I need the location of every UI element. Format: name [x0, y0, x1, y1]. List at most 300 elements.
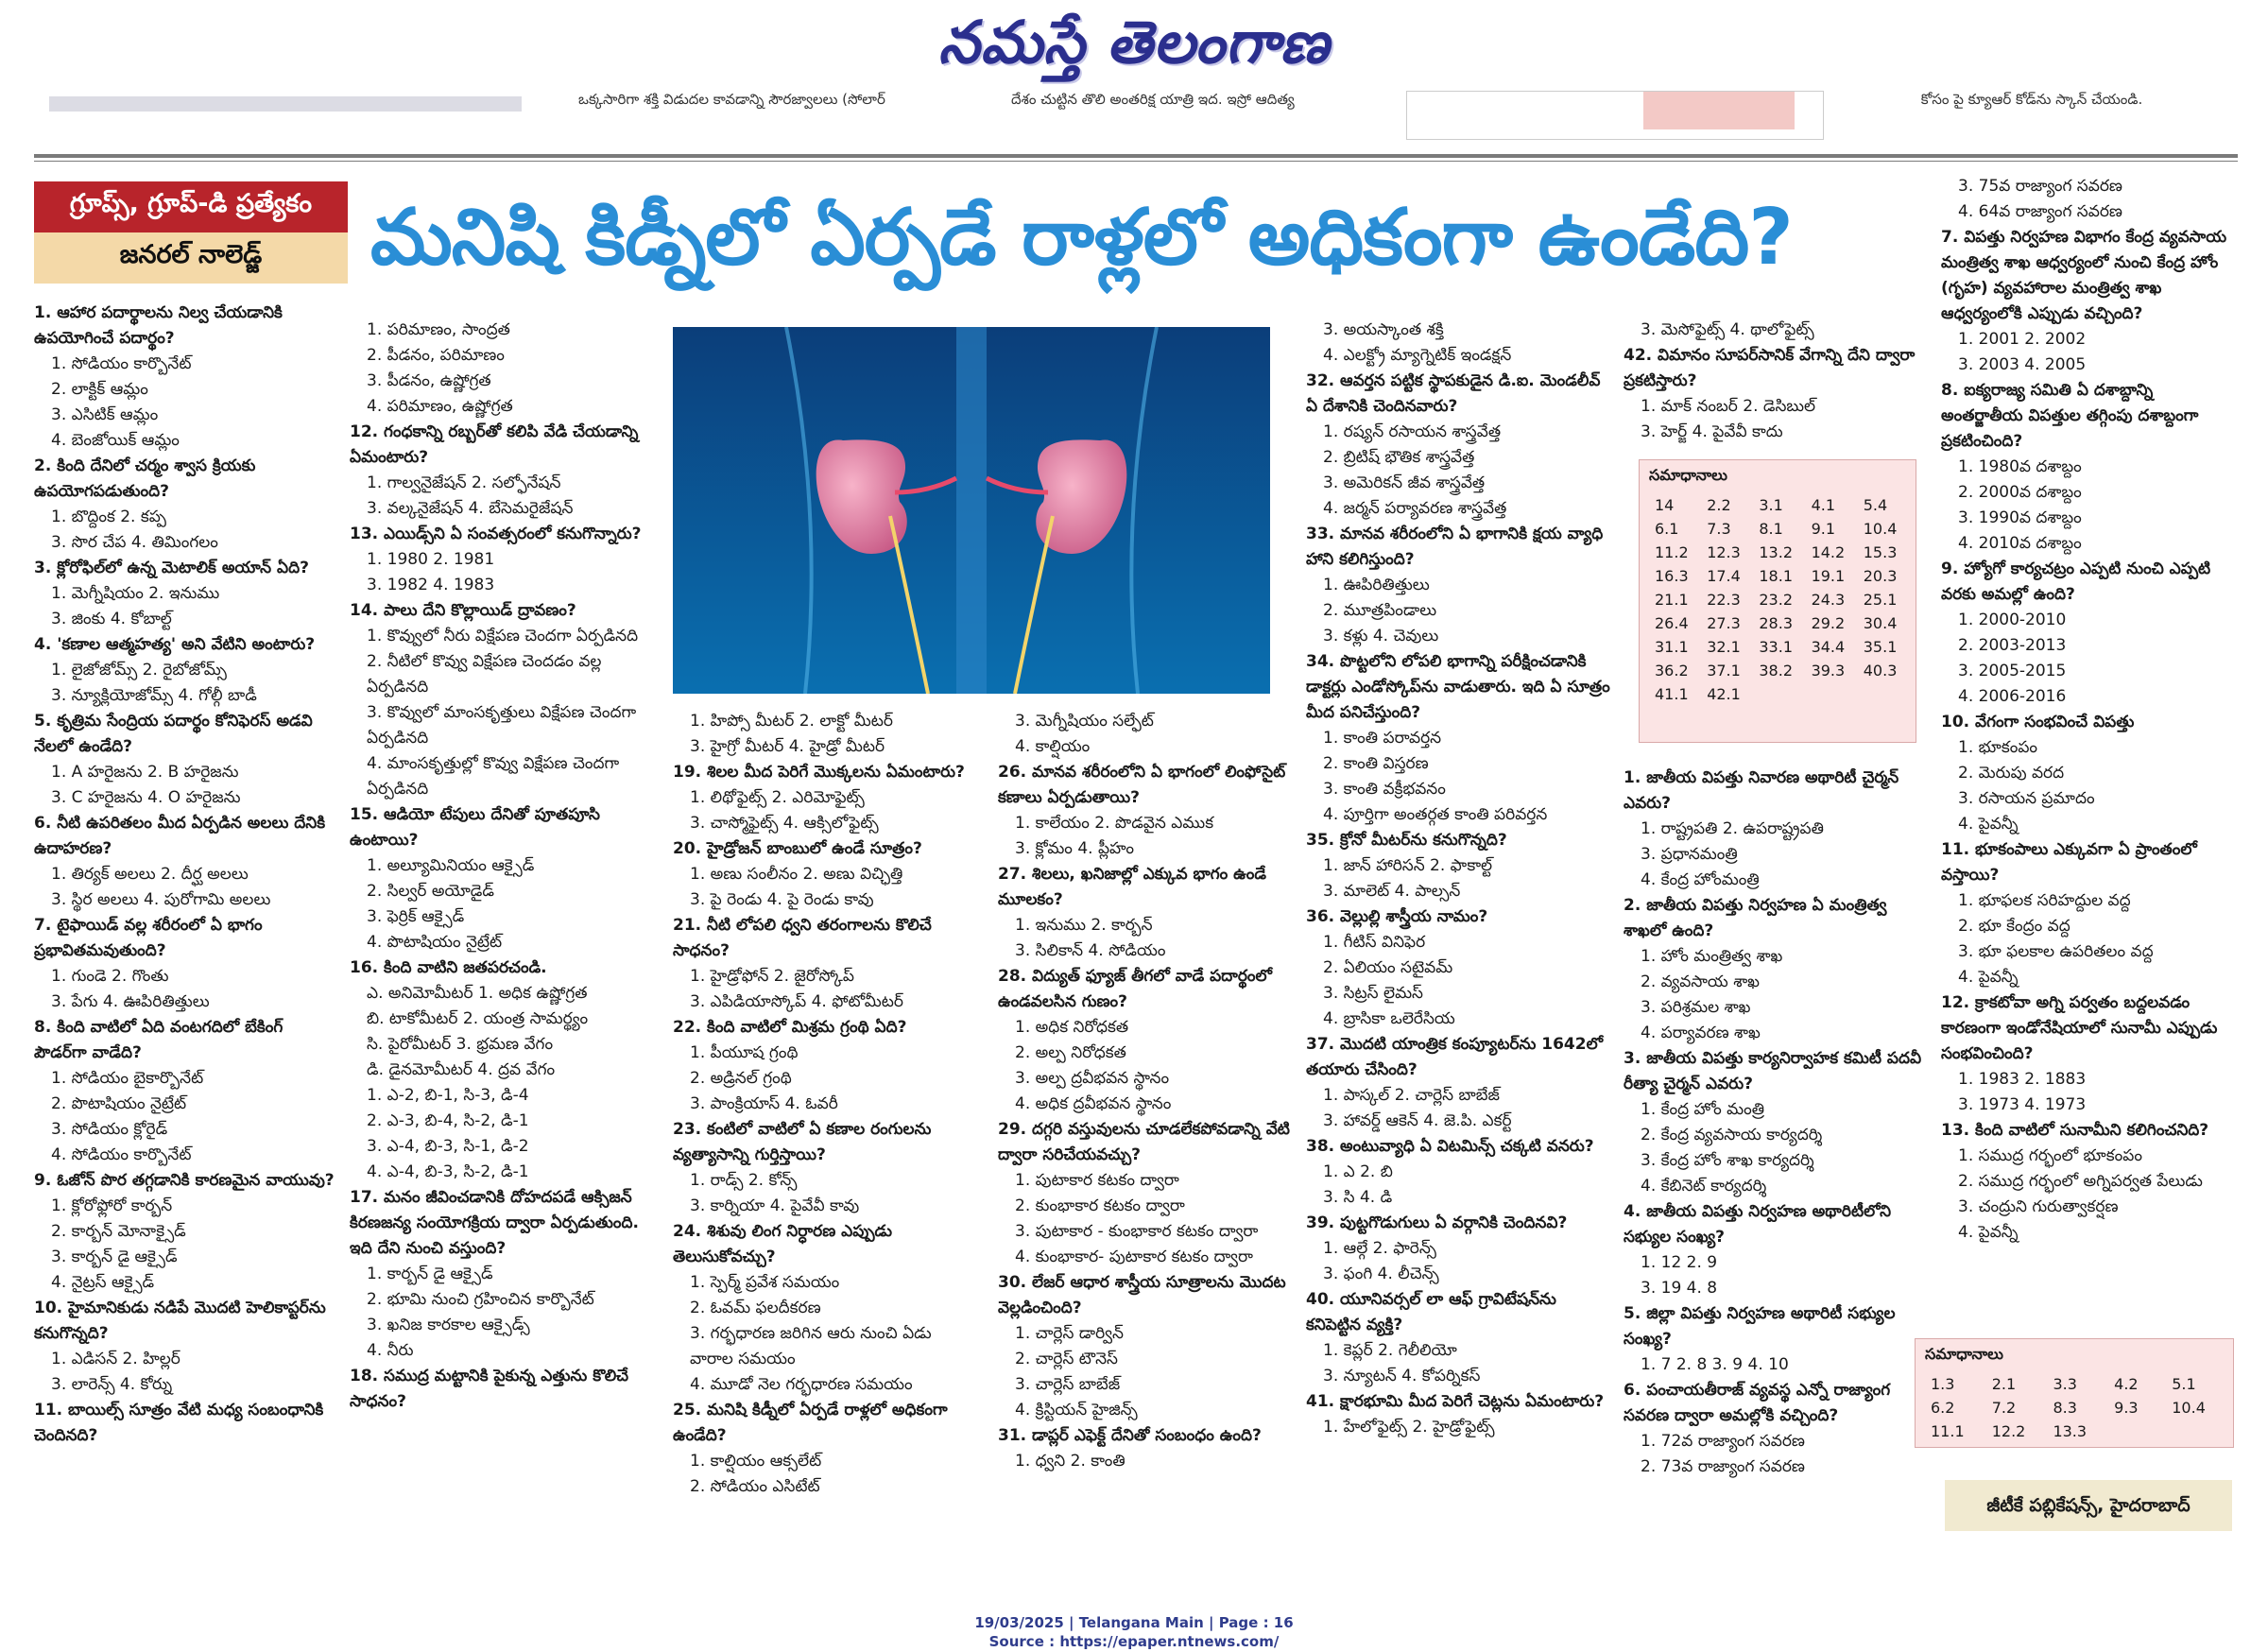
question-text: 41. క్షారభూమి మీద పెరిగే చెట్లను ఏమంటారు? [1306, 1392, 1605, 1411]
option-text: 2. మూత్రపిండాలు [1323, 601, 1437, 620]
option-text: 3. కార్బన్ డై ఆక్సైడ్ [51, 1248, 178, 1266]
answer-cell: 34.4 [1811, 638, 1846, 656]
answers-title-2: సమాధానాలు [1925, 1345, 2003, 1363]
answer-cell: 12.2 [1991, 1422, 2026, 1440]
option-text: 1. గాల్వనైజేషన్ 2. సల్ఫోనేషన్ [367, 473, 561, 492]
option-text: 1. పాస్కల్ 2. చార్లెస్ బాబేజ్ [1323, 1086, 1500, 1105]
option-text: 3. మాలెట్ 4. పాల్సన్ [1323, 882, 1461, 901]
option-text: 1. 7 2. 8 3. 9 4. 10 [1641, 1355, 1789, 1374]
option-text: 3. న్యూటన్ 4. కోపర్నికస్ [1323, 1367, 1481, 1385]
option-text: 4. పైవన్నీ [1958, 968, 2019, 987]
option-text: 3. పాంక్రియాస్ 4. ఓవరీ [690, 1094, 838, 1113]
option-text: 3. కార్నియా 4. పైవేవీ కావు [690, 1196, 860, 1215]
option-text: 3. రసాయన ప్రమాదం [1958, 789, 2095, 808]
answer-cell: 17.4 [1707, 567, 1741, 585]
publisher-credit: జీటీకే పబ్లికేషన్స్, హైదరాబాద్ [1945, 1480, 2232, 1531]
answer-cell [1804, 682, 1856, 706]
question-text: 5. జిల్లా విపత్తు నిర్వహణ అథారిటీ సభ్యుల సంఖ్య? [1624, 1304, 1896, 1349]
question-text: 29. దగ్గరి వస్తువులను చూడలేకపోవడాన్ని వేటి ద్వారా సరిచేయవచ్చు? [998, 1120, 1290, 1164]
answer-row [1923, 1372, 2225, 1396]
option-text: 3. పేగు 4. ఊపిరితిత్తులు [51, 992, 210, 1011]
option-text: 3. అయస్కాంత శక్తి [1323, 320, 1444, 339]
option-text: 1. 12 2. 9 [1641, 1253, 1718, 1272]
answer-cell [1751, 682, 1803, 706]
option-text: 2. లాక్టిక్ ఆమ్లం [51, 380, 148, 399]
option-text: 3. కాంతి వక్రీభవనం [1323, 780, 1446, 799]
column-3 [673, 709, 971, 1500]
option-text: 1. గీటిస్ వినిఫెర [1323, 933, 1426, 952]
option-text: 1. స్పెర్మ్ ప్రవేశ సమయం [690, 1273, 840, 1292]
question-text: 34. పొట్టలోని లోపలి భాగాన్ని పరీక్షించడానికి డాక్టర్లు ఎండోస్కోప్‌ను వాడుతారు. ఇది ఏ సూత్రం మీద పనిచేస్తుంది? [1306, 652, 1610, 722]
answer-cell: 20.3 [1863, 567, 1898, 585]
option-text: 4. పైవన్నీ [1958, 815, 2019, 834]
answer-cell: 3.1 [1759, 496, 1783, 514]
option-text: 3. పుటాకార - కుంభాకార కటకం ద్వారా [1015, 1222, 1259, 1241]
answer-cell: 6.1 [1655, 520, 1679, 538]
question-text: 9. హ్యోగో కార్యచట్రం ఎప్పటి నుంచి ఎప్పటి వరకు అమల్లో ఉంది? [1941, 559, 2211, 604]
answer-cell: 19.1 [1811, 567, 1846, 585]
answer-row [1647, 517, 1908, 541]
option-text: 1. 1980వ దశాబ్దం [1958, 457, 2082, 476]
answer-cell: 10.4 [1863, 520, 1898, 538]
option-text: 1. హిప్సో మీటర్ 2. లాక్టో మీటర్ [690, 712, 893, 731]
option-text: 1. తిర్యక్ అలలు 2. దీర్ఘ అలలు [51, 865, 249, 884]
question-text: 5. కృత్రిమ సేంద్రియ పదార్థం కోనిఫెరస్ అడవి నేలలో ఉండేది? [34, 712, 313, 756]
answer-cell: 42.1 [1707, 685, 1741, 703]
answer-cell: 4.2 [2114, 1375, 2139, 1393]
answer-cell: 30.4 [1863, 614, 1898, 632]
option-text: 1. 2001 2. 2002 [1958, 330, 2087, 349]
answer-cell: 7.2 [1991, 1399, 2017, 1417]
option-text: 1. 72వ రాజ్యాంగ సవరణ [1641, 1432, 1805, 1451]
newspaper-logo: నమస్తే తెలంగాణ [937, 8, 1331, 77]
answer-cell: 22.3 [1707, 591, 1741, 609]
option-text: 2. ఏలియం సటైవమ్ [1323, 958, 1453, 977]
question-text: 20. హైడ్రోజన్ బాంబులో ఉండే సూత్రం? [673, 839, 922, 858]
option-text: 1. అల్యూమినియం ఆక్సైడ్ [367, 856, 535, 875]
option-text: 2. పీడనం, పరిమాణం [367, 346, 505, 365]
top-rule-thin [34, 161, 2238, 162]
answer-row [1647, 564, 1908, 588]
question-text: 12. గంధకాన్ని రబ్బర్‌తో కలిపి వేడి చేయడాన్ని ఏమంటారు? [350, 422, 639, 467]
answer-cell: 38.2 [1759, 662, 1793, 680]
answer-cell: 16.3 [1655, 567, 1689, 585]
answer-cell: 27.3 [1707, 614, 1741, 632]
option-text: 1. మాక్ నంబర్ 2. డెసిబుల్ [1641, 397, 1816, 416]
question-text: 26. మానవ శరీరంలోని ఏ భాగంలో లింఫోసైట్ కణాలు ఏర్పడుతాయి? [998, 763, 1286, 807]
question-text: 33. మానవ శరీరంలోని ఏ భాగానికి క్షయ వ్యాధి హాని కలిగిస్తుంది? [1306, 525, 1604, 569]
question-text: 15. ఆడియో టేపులు దేనితో పూతపూసి ఉంటాయి? [350, 805, 600, 850]
option-text: 2. కేంద్ర వ్యవసాయ కార్యదర్శి [1641, 1126, 1823, 1144]
option-text: 3. ఎ-4, బి-3, సి-1, డి-2 [367, 1137, 529, 1156]
option-text: 1. పుటాకార కటకం ద్వారా [1015, 1171, 1179, 1190]
answer-row [1647, 541, 1908, 564]
column-7 [1941, 174, 2240, 1246]
answer-cell: 12.3 [1707, 543, 1741, 561]
answer-cell: 5.1 [2172, 1375, 2196, 1393]
question-text: 1. జాతీయ విపత్తు నివారణ అథారిటీ చైర్మన్ ఎవరు? [1624, 768, 1899, 813]
option-text: 3. సిలికాన్ 4. సోడియం [1015, 941, 1166, 960]
option-text: 4. క్రిస్టియన్ హైజిన్స్ [1015, 1401, 1138, 1420]
footer-source[interactable]: Source : https://epaper.ntnews.com/ [988, 1633, 1280, 1650]
option-text: 1. భూఫలక సరిహద్దుల వద్ద [1958, 891, 2131, 910]
option-text: 1. గుండె 2. గొంతు [51, 967, 169, 986]
option-text: 3. పరిశ్రమల శాఖ [1641, 998, 1751, 1017]
option-text: 1. ఆల్గే 2. ఫారెన్స్ [1323, 1239, 1436, 1258]
option-text: 3. కళ్లు 4. చెవులు [1323, 627, 1439, 645]
answer-cell: 13.3 [2053, 1422, 2088, 1440]
option-text: 4. జర్మన్ పర్యావరణ శాస్త్రవేత్త [1323, 499, 1507, 518]
question-text: 6. నీటి ఉపరితలం మీద ఏర్పడిన అలలు దేనికి ఉదాహరణ? [34, 814, 326, 858]
answers-box-1 [1639, 459, 1916, 743]
question-text: 2. కింది దేనిలో చర్మం శ్వాస క్రియకు ఉపయోగపడుతుంది? [34, 456, 256, 501]
option-text: 2. 2003-2013 [1958, 636, 2067, 655]
answer-row [1647, 493, 1908, 517]
section-tag-title: గ్రూప్స్, గ్రూప్-డి ప్రత్యేకం [34, 181, 348, 232]
question-text: 11. బాయిల్స్ సూత్రం వేటి మధ్య సంబంధానికి చెందినది? [34, 1401, 324, 1445]
option-text: 1. సోడియం బైకార్బొనేట్ [51, 1069, 204, 1088]
option-text: 4. కేబినెట్ కార్యదర్శి [1641, 1177, 1767, 1196]
column-6-disaster [1624, 766, 1928, 1480]
option-text: 3. కేంద్ర హోం శాఖ కార్యదర్శి [1641, 1151, 1814, 1170]
answer-cell [2106, 1420, 2164, 1443]
answer-cell [2164, 1420, 2225, 1443]
option-text: 4. 2010వ దశాబ్దం [1958, 534, 2082, 553]
option-text: 1. లైజోజోమ్స్ 2. రైబోజోమ్స్ [51, 661, 227, 680]
option-text: 1. రాడ్స్ 2. కోన్స్ [690, 1171, 798, 1190]
option-text: 4. అధిక ద్రవీభవన స్థానం [1015, 1094, 1172, 1113]
question-text: 4. 'కణాల ఆత్మహత్య' అని వేటిని అంటారు? [34, 635, 316, 654]
option-text: 1. కాలేయం 2. పొడవైన ఎముక [1015, 814, 1214, 833]
option-text: 1. 1980 2. 1981 [367, 550, 495, 569]
answer-row [1647, 659, 1908, 682]
option-text: 1. కాంతి పరావర్తన [1323, 729, 1442, 748]
option-text: 1. 2000-2010 [1958, 611, 2067, 629]
question-text: 7. టైఫాయిడ్ వల్ల శరీరంలో ఏ భాగం ప్రభావితమవుతుంది? [34, 916, 263, 960]
option-text: 3. ప్రధానమంత్రి [1641, 845, 1738, 864]
question-text: 16. కింది వాటిని జతపరచండి. [350, 958, 547, 977]
option-text: 4. కుంభాకార- పుటాకార కటకం ద్వారా [1015, 1248, 1253, 1266]
answer-cell: 25.1 [1863, 591, 1898, 609]
question-text: 19. శిలల మీద పెరిగే మొక్కలను ఏమంటారు? [673, 763, 965, 782]
option-text: 2. ఎ-3, బి-4, సి-2, డి-1 [367, 1111, 529, 1130]
question-text: 6. పంచాయతీరాజ్ వ్యవస్థ ఎన్నో రాజ్యాంగ సవరణ ద్వారా అమల్లోకి వచ్చింది? [1624, 1381, 1891, 1425]
option-text: 4. కాల్షియం [1015, 737, 1091, 756]
option-text: 4. నీరు [367, 1341, 414, 1360]
answers-title: సమాధానాలు [1649, 466, 1727, 484]
option-text: 1. ఎడిసన్ 2. హిల్లర్ [51, 1350, 180, 1368]
option-text: 2. చార్లెస్ టౌనెస్ [1015, 1350, 1118, 1368]
answer-cell: 14 [1655, 496, 1675, 514]
answer-cell: 13.2 [1759, 543, 1793, 561]
option-text: 1. బొద్దింక 2. కప్ప [51, 508, 166, 526]
kidney-illustration [673, 327, 1270, 694]
masthead [0, 0, 2268, 91]
option-text: 1. ఊపిరితిత్తులు [1323, 576, 1430, 594]
option-text: 4. 64వ రాజ్యాంగ సవరణ [1958, 202, 2122, 221]
option-text: 3. హెర్జ్ 4. పైవేవీ కాదు [1641, 422, 1783, 441]
answer-cell: 35.1 [1863, 638, 1898, 656]
option-text: 2. మెరుపు వరద [1958, 764, 2065, 783]
option-text: 2. కార్బన్ మోనాక్సైడ్ [51, 1222, 186, 1241]
answer-row [1923, 1420, 2225, 1443]
option-text: 3. ఎపిడియాస్కోప్ 4. ఫోటోమీటర్ [690, 992, 903, 1011]
answer-cell: 6.2 [1931, 1399, 1955, 1417]
option-text: 2. సముద్ర గర్భంలో అగ్నిపర్వత పేలుడు [1958, 1172, 2203, 1191]
option-text: 3. చార్లెస్ బాబేజ్ [1015, 1375, 1121, 1394]
option-text: 2. సిల్వర్ అయోడైడ్ [367, 882, 494, 901]
option-text: 3. పై రెండు 4. పై రెండు కావు [690, 890, 874, 909]
option-text: 1. పరిమాణం, సాంద్రత [367, 320, 510, 339]
answer-cell: 37.1 [1707, 662, 1741, 680]
column-6 [1624, 318, 1928, 445]
answer-row [1647, 611, 1908, 635]
answer-cell: 2.2 [1707, 496, 1731, 514]
option-text: 4. పొటాషియం నైట్రేట్ [367, 933, 503, 952]
answer-cell: 1.3 [1931, 1375, 1955, 1393]
option-text: 3. 1982 4. 1983 [367, 576, 495, 594]
option-text: 3. సిట్రస్ లైమస్ [1323, 984, 1423, 1003]
question-text: 18. సముద్ర మట్టానికి పైకున్న ఎత్తును కొలిచే సాధనం? [350, 1367, 629, 1411]
teaser-text-3: కోసం పై క్యూఆర్ కోడ్‌ను స్కాన్ చేయండి. [1920, 91, 2143, 108]
option-text: 3. చంద్రుని గురుత్వాకర్షణ [1958, 1197, 2119, 1216]
answer-cell: 32.1 [1707, 638, 1741, 656]
answer-cell: 10.4 [2172, 1399, 2206, 1417]
option-text: 2. అడ్రినల్ గ్రంథి [690, 1069, 792, 1088]
teaser-gray-bar [49, 91, 522, 138]
answer-cell: 40.3 [1863, 662, 1898, 680]
answer-cell: 8.1 [1759, 520, 1783, 538]
column-1 [34, 301, 336, 1449]
option-text: 3. అల్ప ద్రవీభవన స్థానం [1015, 1069, 1170, 1088]
footer-date: 19/03/2025 | Telangana Main | Page : 16 [974, 1614, 1294, 1631]
answer-row [1923, 1396, 2225, 1420]
question-text: 28. విద్యుత్ ఫ్యూజ్ తీగలో వాడే పదార్థంలో ఉండవలసిన గుణం? [998, 967, 1273, 1011]
option-text: 3. 2005-2015 [1958, 662, 2067, 680]
answer-cell: 2.1 [1991, 1375, 2017, 1393]
option-text: 2. భూమి నుంచి గ్రహించిన కార్బొనేట్ [367, 1290, 594, 1309]
question-text: 8. ఐక్యరాజ్య సమితి ఏ దశాబ్దాన్ని అంతర్జాతీయ విపత్తుల తగ్గింపు దశాబ్దంగా ప్రకటించింది? [1941, 381, 2199, 451]
answer-cell: 28.3 [1759, 614, 1793, 632]
answer-cell: 31.1 [1655, 638, 1689, 656]
option-text: 2. ఓవమ్ ఫలదీకరణ [690, 1299, 821, 1317]
option-text: 1. సముద్ర గర్భంలో భూకంపం [1958, 1146, 2142, 1165]
question-text: 3. క్లోరోఫిల్‌లో ఉన్న మెటాలిక్ అయాన్ ఏది? [34, 559, 309, 577]
option-text: 1. ఇనుము 2. కార్బన్ [1015, 916, 1153, 935]
option-text: 1. లిథోఫైట్స్ 2. ఎరిమోఫైట్స్ [690, 788, 865, 807]
question-text: 7. విపత్తు నిర్వహణ విభాగం కేంద్ర వ్యవసాయ మంత్రిత్వ శాఖ ఆధ్వర్యంలో నుంచి కేంద్ర హోం (గృహ) వ్యవహారాల మంత్రిత్వ శాఖ ఆధ్వర్యంలోకి ఎప్పుడు వచ్చింది? [1941, 228, 2227, 323]
option-text: 2. సోడియం ఎసిటేట్ [690, 1477, 820, 1496]
option-text: 4. మూడో నెల గర్భధారణ సమయం [690, 1375, 913, 1394]
option-text: 3. ఖనిజ కారకాల ఆక్సైడ్స్ [367, 1316, 530, 1334]
answer-cell: 33.1 [1759, 638, 1793, 656]
option-text: 4. పైవన్నీ [1958, 1223, 2019, 1242]
section-tag-subtitle: జనరల్ నాలెడ్జ్ [34, 232, 348, 284]
option-text: 2. బ్రిటిష్ భౌతిక శాస్త్రవేత్త [1323, 448, 1475, 467]
question-text: 21. నీటి లోపలి ధ్వని తరంగాలను కొలిచే సాధనం? [673, 916, 932, 960]
option-text: 4. పూర్తిగా అంతర్గత కాంతి పరివర్తన [1323, 805, 1548, 824]
question-text: 31. డాప్లర్ ఎఫెక్ట్ దేనితో సంబంధం ఉంది? [998, 1426, 1262, 1445]
question-text: 36. వెల్లుల్లి శాస్త్రీయ నామం? [1306, 907, 1488, 926]
option-text: 3. హావర్డ్ ఆకెన్ 4. జె.పి. ఎకర్ట్ [1323, 1111, 1512, 1130]
top-rule [34, 154, 2238, 158]
column-2 [350, 318, 654, 1415]
option-text: 2. అల్ప నిరోధకత [1015, 1043, 1126, 1062]
option-text: 3. 1973 4. 1973 [1958, 1095, 2087, 1114]
option-text: 4. ఎలక్ట్రో మ్యాగ్నెటిక్ ఇండక్షన్ [1323, 346, 1512, 365]
option-text: డి. డైనమోమీటర్ 4. ద్రవ వేగం [367, 1060, 556, 1079]
question-text: 10. వేగంగా సంభవించే విపత్తు [1941, 713, 2135, 731]
option-text: 2. భూ కేంద్రం వద్ద [1958, 917, 2070, 936]
question-text: 25. మనిషి కిడ్నీలో ఏర్పడే రాళ్లలో అధికంగా ఉండేది? [673, 1401, 948, 1445]
answer-cell: 18.1 [1759, 567, 1793, 585]
option-text: 1. పీయూష గ్రంథి [690, 1043, 799, 1062]
option-text: 1. జాన్ హారిసన్ 2. ఫాకాల్ట్ [1323, 856, 1493, 875]
question-text: 1. ఆహార పదార్థాలను నిల్వ చేయడానికి ఉపయోగించే పదార్థం? [34, 303, 283, 348]
question-text: 32. ఆవర్తన పట్టిక స్థాపకుడైన డి.ఐ. మెండలీవ్ ఏ దేశానికి చెందినవారు? [1306, 371, 1601, 416]
option-text: 1. ధ్వని 2. కాంతి [1015, 1452, 1125, 1471]
option-text: 1. చార్లెస్ డార్విన్ [1015, 1324, 1124, 1343]
teaser-text-2: దేశం చుట్టిన తొలి అంతరిక్ష యాత్రి ఇద. ఇస్రో ఆదిత్య [1011, 91, 1295, 108]
answer-cell: 29.2 [1811, 614, 1846, 632]
option-text: 2. నీటిలో కొవ్వు విక్షేపణ చెందడం వల్ల ఏర్పడినది [367, 652, 602, 697]
option-text: 3. మెసోఫైట్స్ 4. థాలోఫైట్స్ [1641, 320, 1814, 339]
option-text: 3. ఫెర్రిక్ ఆక్సైడ్ [367, 907, 465, 926]
option-text: 4. బ్రాసికా ఒలెరేసియ [1323, 1009, 1455, 1028]
answer-cell: 15.3 [1863, 543, 1898, 561]
option-text: 4. బెంజోయిక్ ఆమ్లం [51, 431, 180, 450]
question-text: 17. మనం జీవించడానికి దోహదపడే ఆక్సిజన్ కిరణజన్య సంయోగక్రియ ద్వారా ఏర్పడుతుంది. ఇది దేని నుంచి వస్తుంది? [350, 1188, 640, 1258]
option-text: 3. హైగ్రో మీటర్ 4. హైడ్రో మీటర్ [690, 737, 885, 756]
column-5 [1306, 318, 1610, 1440]
option-text: 1. కేంద్ర హోం మంత్రి [1641, 1100, 1765, 1119]
question-text: 9. ఓజోన్ పొర తగ్గడానికి కారణమైన వాయువు? [34, 1171, 335, 1190]
question-text: 8. కింది వాటిలో ఏది వంటగదిలో బేకింగ్ పౌడర్‌గా వాడేది? [34, 1018, 284, 1062]
option-text: 1. కొవ్వులో నీరు విక్షేపణ చెందగా ఏర్పడినది [367, 627, 639, 645]
option-text: 1. అధిక నిరోధకత [1015, 1018, 1129, 1037]
option-text: 1. A హరైజను 2. B హరైజను [51, 763, 239, 782]
answer-row [1647, 635, 1908, 659]
headline: మనిషి కిడ్నీలో ఏర్పడే రాళ్లలో అధికంగా ఉండేది? [370, 193, 1793, 283]
column-4 [998, 709, 1297, 1474]
answer-cell: 11.2 [1655, 543, 1689, 561]
option-text: 3. 19 4. 8 [1641, 1279, 1718, 1298]
answer-cell: 21.1 [1655, 591, 1689, 609]
option-text: 3. సొర చేప 4. తిమింగలం [51, 533, 218, 552]
answer-cell: 14.2 [1811, 543, 1846, 561]
option-text: 3. లారెన్స్ 4. కోర్ను [51, 1375, 173, 1394]
option-text: 3. భూ ఫలకాల ఉపరితలం వద్ద [1958, 942, 2154, 961]
question-text: 4. జాతీయ విపత్తు నిర్వహణ అథారిటీలోని సభ్యుల సంఖ్య? [1624, 1202, 1892, 1247]
answer-cell: 5.4 [1863, 496, 1888, 514]
option-text: 1. కార్బన్ డై ఆక్సైడ్ [367, 1265, 493, 1283]
question-text: 38. అంటువ్యాధి ఏ విటమిన్స్ చక్కటి వనరు? [1306, 1137, 1594, 1156]
option-text: 2. వ్యవసాయ శాఖ [1641, 972, 1761, 991]
option-text: 1. క్లోరోఫ్లోరో కార్బన్ [51, 1196, 173, 1215]
question-text: 30. లేజర్ ఆధార శాస్త్రీయ సూత్రాలను మొదట వెల్లడించింది? [998, 1273, 1286, 1317]
option-text: 2. కుంభాకార కటకం ద్వారా [1015, 1196, 1185, 1215]
answer-cell: 8.3 [2053, 1399, 2077, 1417]
option-text: 3. చాస్మోఫైట్స్ 4. ఆక్సిలోఫైట్స్ [690, 814, 879, 833]
answer-cell: 4.1 [1811, 496, 1836, 514]
answer-cell: 3.3 [2053, 1375, 2077, 1393]
answer-cell: 9.1 [1811, 520, 1836, 538]
option-text: 3. గర్భధారణ జరిగిన ఆరు నుంచి ఏడు వారాల సమయం [690, 1324, 932, 1368]
teaser-photo-box [1406, 91, 1824, 140]
question-text: 11. భూకంపాలు ఎక్కువగా ఏ ప్రాంతంలో వస్తాయి? [1941, 840, 2197, 885]
option-text: 1. రాష్ట్రపతి 2. ఉపరాష్ట్రపతి [1641, 819, 1824, 838]
option-text: బి. టాకోమీటర్ 2. యంత్ర సామర్థ్యం [367, 1009, 589, 1028]
option-text: 4. కేంద్ర హోంమంత్రి [1641, 870, 1760, 889]
question-text: 12. క్రాకటోవా అగ్ని పర్వతం బద్దలవడం కారణంగా ఇండోనేషియాలో సునామీ ఎప్పుడు సంభవించింది? [1941, 993, 2218, 1063]
option-text: 3. పీడనం, ఉష్ణోగ్రత [367, 371, 491, 390]
answer-cell: 41.1 [1655, 685, 1689, 703]
answer-cell [1856, 682, 1908, 706]
answer-cell: 24.3 [1811, 591, 1846, 609]
question-text: 23. కంటిలో వాటిలో ఏ కణాల రంగులను వ్యత్యాసాన్ని గుర్తిస్తాయి? [673, 1120, 932, 1164]
option-text: ఎ. అనిమోమీటర్ 1. అధిక ఉష్ణోగ్రత [367, 984, 588, 1003]
option-text: 1. అణు సంలీనం 2. అణు విచ్ఛిత్తి [690, 865, 903, 884]
option-text: 3. 2003 4. 2005 [1958, 355, 2087, 374]
option-text: 4. మాంసకృత్తుల్లో కొవ్వు విక్షేపణ చెందగా ఏర్పడినది [367, 754, 620, 799]
option-text: 3. కొవ్వులో మాంసకృత్తులు విక్షేపణ చెందగా ఏర్పడినది [367, 703, 637, 748]
option-text: 3. క్లోమం 4. ప్లీహం [1015, 839, 1135, 858]
option-text: 4. పరిమాణం, ఉష్ణోగ్రత [367, 397, 513, 416]
option-text: 3. మెగ్నీషియం సల్ఫేట్ [1015, 712, 1154, 731]
answer-cell: 7.3 [1707, 520, 1731, 538]
answer-cell: 9.3 [2114, 1399, 2139, 1417]
question-text: 24. శిశువు లింగ నిర్ధారణ ఎప్పుడు తెలుసుకోవచ్చు? [673, 1222, 893, 1266]
question-text: 39. పుట్టగొడుగులు ఏ వర్గానికి చెందినవి? [1306, 1213, 1568, 1232]
option-text: 3. ఫంగి 4. లీచెన్స్ [1323, 1265, 1439, 1283]
answer-cell: 36.2 [1655, 662, 1689, 680]
option-text: 4. నైట్రస్ ఆక్సైడ్ [51, 1273, 155, 1292]
option-text: 4. 2006-2016 [1958, 687, 2067, 706]
answer-row [1647, 682, 1908, 706]
option-text: 2. 73వ రాజ్యాంగ సవరణ [1641, 1457, 1805, 1476]
question-text: 3. జాతీయ విపత్తు కార్యనిర్వాహక కమిటీ పదవీ రీత్యా చైర్మన్ ఎవరు? [1624, 1049, 1922, 1093]
question-text: 40. యూనివర్సల్ లా ఆఫ్ గ్రావిటేషన్‌ను కనిపెట్టిన వ్యక్తి? [1306, 1290, 1556, 1334]
section-tag [34, 181, 348, 284]
question-text: 10. హైమానికుడు నడిపే మొదటి హెలికాప్టర్‌ను కనుగొన్నది? [34, 1299, 326, 1343]
option-text: 1. ఎ-2, బి-1, సి-3, డి-4 [367, 1086, 529, 1105]
option-text: 1. కాల్షియం ఆక్సలేట్ [690, 1452, 822, 1471]
option-text: 3. సోడియం క్లోరైడ్ [51, 1120, 168, 1139]
option-text: 2. 2000వ దశాబ్దం [1958, 483, 2082, 502]
option-text: 3. న్యూక్లియోజోమ్స్ 4. గోల్గీ బాడీ [51, 686, 257, 705]
question-text: 27. శిలలు, ఖనిజాల్లో ఎక్కువ భాగం ఉండే మూలకం? [998, 865, 1266, 909]
option-text: 1. భూకంపం [1958, 738, 2038, 757]
option-text: 1. రష్యన్ రసాయన శాస్త్రవేత్త [1323, 422, 1502, 441]
option-text: 1. హైడ్రోఫోన్ 2. జైరోస్కోప్ [690, 967, 854, 986]
teaser-text-1: ఒక్కసారిగా శక్తి విడుదల కావడాన్ని సౌరజ్వాలలు (సోలార్ [578, 91, 885, 108]
option-text: 4. పర్యావరణ శాఖ [1641, 1024, 1761, 1042]
answer-cell: 39.3 [1811, 662, 1846, 680]
answer-cell: 11.1 [1931, 1422, 1965, 1440]
question-text: 13. కింది వాటిలో సునామీని కలిగించనిది? [1941, 1121, 2209, 1140]
answers-box-2 [1915, 1338, 2234, 1448]
option-text: 1. 1983 2. 1883 [1958, 1070, 2087, 1089]
question-text: 14. పాలు దేని కొల్లాయిడ్ ద్రావణం? [350, 601, 576, 620]
question-text: 42. విమానం సూపర్‌సానిక్ వేగాన్ని దేని ద్వారా ప్రకటిస్తారు? [1624, 346, 1916, 390]
option-text: సి. పైరోమీటర్ 3. భ్రమణ వేగం [367, 1035, 554, 1054]
option-text: 3. C హరైజను 4. O హరైజను [51, 788, 241, 807]
option-text: 3. ఎసిటిక్ ఆమ్లం [51, 405, 159, 424]
answer-row [1647, 588, 1908, 611]
option-text: 4. సోడియం కార్బొనేట్ [51, 1145, 192, 1164]
option-text: 3. అమెరికన్ జీవ శాస్త్రవేత్త [1323, 473, 1486, 492]
question-text: 37. మొదటి యాంత్రిక కంప్యూటర్‌ను 1642లో తయారు చేసింది? [1306, 1035, 1604, 1079]
